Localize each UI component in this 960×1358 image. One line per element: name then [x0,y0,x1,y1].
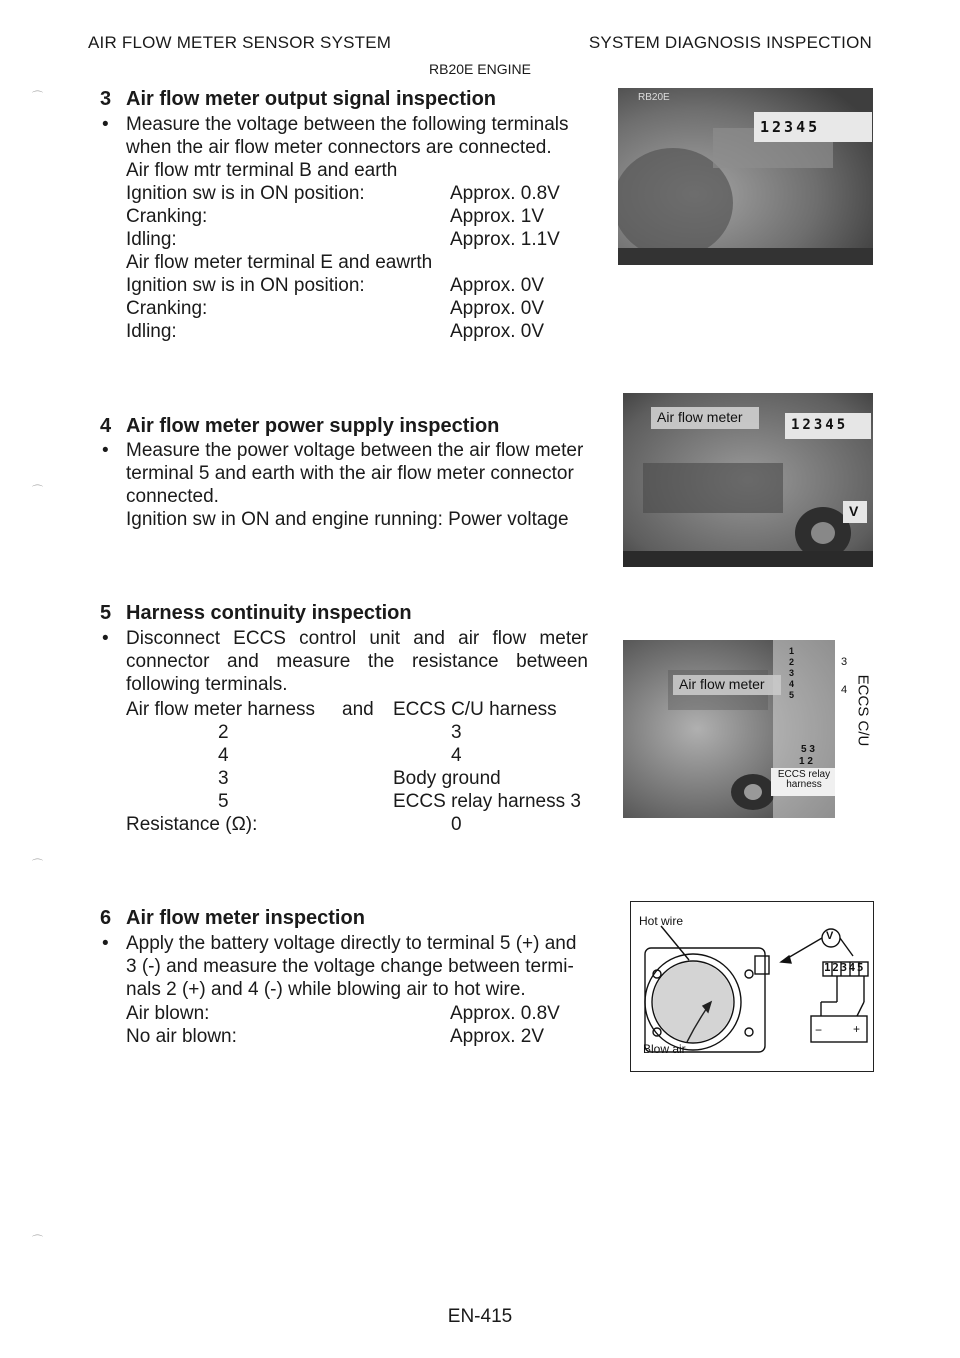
section-6-body [102,932,596,1001]
photo-label: Air flow meter [679,676,765,692]
text-line: Air flow mtr terminal B and earth [126,160,398,181]
spec-label: Ignition sw is in ON position: [126,183,365,204]
resistance-label: Resistance (Ω): [126,814,258,835]
spec-label: Cranking: [126,206,208,227]
spec-value: Approx. 0V [450,275,544,296]
text-line: Disconnect ECCS control unit and air flow meter [126,628,588,649]
bullet-icon: • [102,628,109,649]
section-3 [100,88,600,111]
spec-value: Approx. 0.8V [450,1003,560,1024]
photo-label: Air flow meter [657,409,743,425]
page-number: EN-415 [447,1306,513,1327]
spec-label: Idling: [126,321,177,342]
engine-photo-image [623,640,873,818]
text-line: Air flow meter terminal E and eawrth [126,252,433,273]
text-line: Apply the battery voltage directly to terminal 5 (+) and [126,933,577,954]
text-line: when the air flow meter connectors are connected. [126,137,552,158]
section-5-body [102,627,588,696]
table-head-right: ECCS C/U harness [393,699,557,720]
side-label: ECCS C/U [854,674,872,747]
text-line: nals 2 (+) and 4 (-) while blowing air to hot wire. [126,979,526,1000]
section-5-title: 5 Harness continuity inspection [100,602,412,624]
voltmeter-icon: V [826,930,834,942]
photo-harness [623,640,873,818]
table-cell: 3 [218,768,229,789]
connector-pins: 12345 [824,961,866,974]
section-3-body [102,113,606,182]
section-5 [100,602,600,625]
resistance-value: 0 [451,814,462,835]
text-line: terminal 5 and earth with the air flow meter connector [126,463,574,484]
left-pin-column: 1 2 3 4 5 [789,646,795,700]
hot-wire-label: Hot wire [639,914,684,928]
table-head-and: and [342,699,374,720]
battery-plus-icon: + [853,1022,861,1036]
table-cell: 3 [451,722,462,743]
section-6-title: 6 Air flow meter inspection [100,907,365,929]
section-6 [100,907,600,930]
photo-tag: RB20E [638,92,670,103]
text-line: Measure the voltage between the following terminals [126,114,569,135]
relay-label: ECCS relay harness [777,769,831,790]
table-head-left: Air flow meter harness [126,699,316,720]
section-4-body [102,439,606,531]
photo-air-flow-meter-2 [623,393,873,567]
header-sub: RB20E ENGINE [429,61,531,77]
margin-mark-icon: ⌒ [32,91,43,103]
table-cell: ECCS relay harness 3 [393,791,581,812]
bullet-icon: • [102,933,109,954]
spec-label: Idling: [126,229,177,250]
blow-air-label: Blow air [643,1042,686,1056]
spec-label: Cranking: [126,298,208,319]
table-cell: 4 [218,745,229,766]
spec-label: Ignition sw is in ON position: [126,275,365,296]
header-right: SYSTEM DIAGNOSIS INSPECTION [588,33,872,52]
spec-label: Air blown: [126,1003,210,1024]
engine-photo-image [618,88,873,265]
header-left: AIR FLOW METER SENSOR SYSTEM [88,33,392,52]
section-3-title: 3 Air flow meter output signal inspection [100,88,497,110]
voltmeter-icon: V [849,503,859,519]
margin-mark-icon: ⌒ [32,1235,43,1247]
text-line: Ignition sw in ON and engine running: Power voltage [126,509,569,530]
spec-value: Approx. 0.8V [450,183,560,204]
connector-pins: 12345 [760,118,821,136]
table-cell: 5 [218,791,229,812]
text-line: 3 (-) and measure the voltage change between termi- [126,956,574,977]
connector-pins: 12345 [791,417,849,433]
section-4 [100,415,600,438]
spec-value: Approx. 1V [450,206,544,227]
table-cell: 2 [218,722,229,743]
battery-minus-icon: − [815,1023,823,1037]
section-4-title: 4 Air flow meter power supply inspection [100,415,500,437]
spec-value: Approx. 0V [450,321,544,342]
relay-pins-top: 5 3 [801,744,815,755]
margin-mark-icon: ⌒ [32,859,43,871]
right-pin-4: 4 [841,684,848,696]
bullet-icon: • [102,114,109,135]
text-line: connected. [126,486,219,507]
text-line: connector and measure the resistance between [126,651,588,672]
text-line: following terminals. [126,674,288,695]
table-cell: 4 [451,745,462,766]
photo-air-flow-meter-1 [618,88,873,265]
spec-value: Approx. 1.1V [450,229,560,250]
bullet-icon: • [102,440,109,461]
spec-label: No air blown: [126,1026,237,1047]
margin-mark-icon: ⌒ [32,485,43,497]
text-line: Measure the power voltage between the air flow meter [126,440,584,461]
air-flow-meter-diagram [630,901,874,1072]
spec-value: Approx. 2V [450,1026,544,1047]
relay-pins-bottom: 1 2 [799,756,813,767]
table-cell: Body ground [393,768,501,789]
right-pin-3: 3 [841,656,848,668]
spec-value: Approx. 0V [450,298,544,319]
